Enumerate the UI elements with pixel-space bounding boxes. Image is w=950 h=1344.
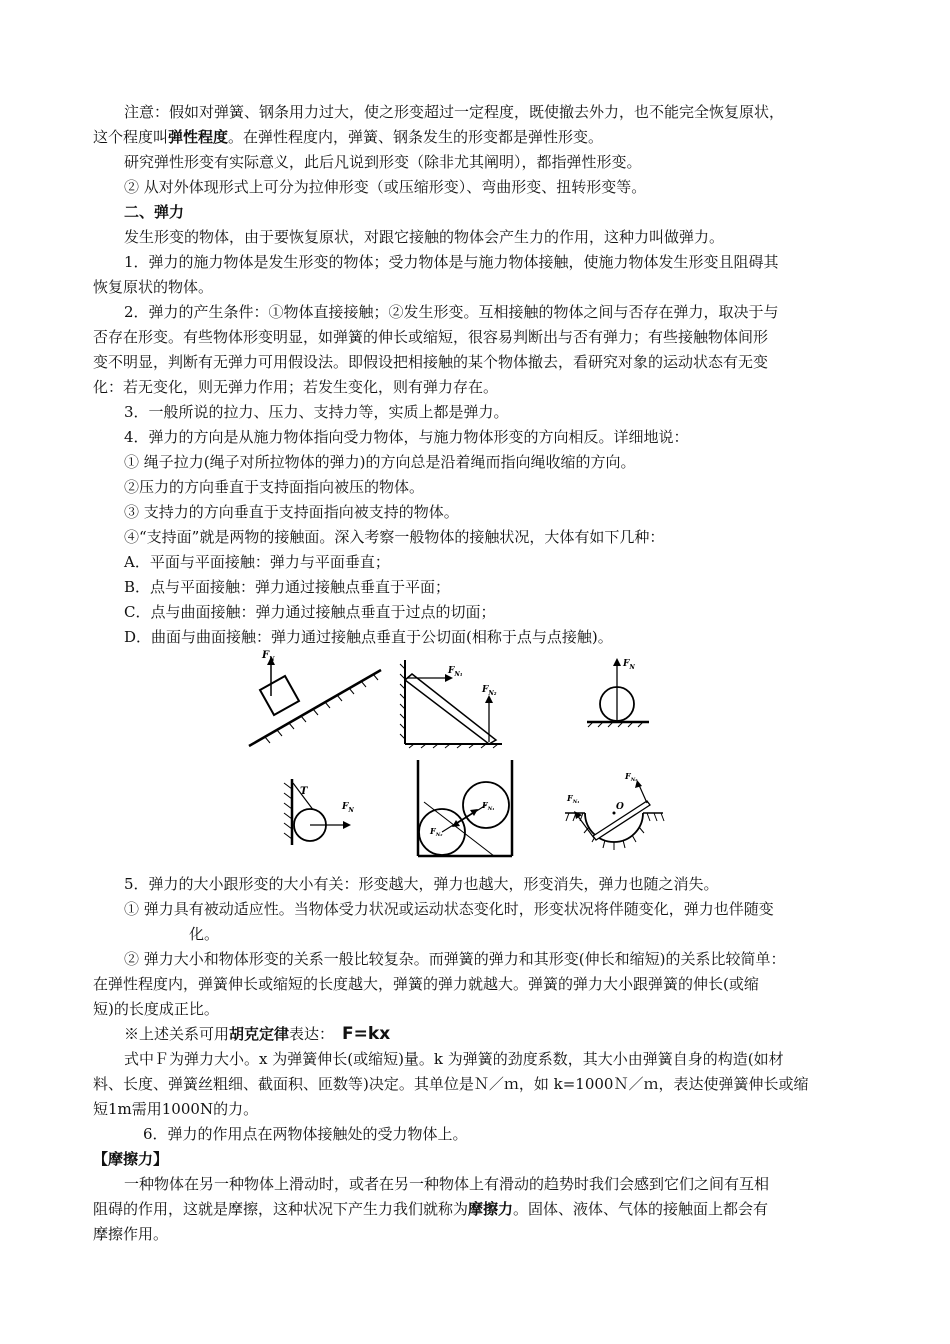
contact-case-d: D．曲面与曲面接触：弹力通过接触点垂直于公切面(相称于点与点接触)。 xyxy=(124,628,613,646)
para-definition: 发生形变的物体，由于要恢复原状，对跟它接触的物体会产生力的作用，这种力叫做弹力。 xyxy=(124,228,725,246)
item2-line4: 化：若无变化，则无弹力作用；若发生变化，则有弹力存在。 xyxy=(93,378,499,396)
item2-line1: 2．弹力的产生条件：①物体直接接触；②发生形变。互相接触的物体之间与否存在弹力，取决于与 xyxy=(124,303,779,321)
label-t: T xyxy=(300,786,308,797)
para-deformation-types: ② 从对外体现形式上可分为拉伸形变（或压缩形变）、弯曲形变、扭转形变等。 xyxy=(124,178,647,196)
label-fn: $F_N$ xyxy=(623,659,635,671)
item1-line1: 1．弹力的施力物体是发生形变的物体；受力物体是与施力物体接触，使施力物体发生形变且阻碍其 xyxy=(124,253,779,271)
label-fn1: $F_{N_1}$ xyxy=(567,793,580,805)
item5-spring-line2: 在弹性程度内，弹簧伸长或缩短的长度越大，弹簧的弹力就越大。弹簧的弹力大小跟弹簧的伸长(或缩 xyxy=(93,975,759,993)
text: ※上述关系可用 xyxy=(124,1025,230,1043)
item5-passive-line2: 化。 xyxy=(189,925,220,943)
text: 表达： xyxy=(289,1025,335,1043)
hooke-law-line xyxy=(124,1024,390,1044)
figure-block-on-incline xyxy=(245,648,385,753)
para-note-line2 xyxy=(93,127,603,147)
figure-rod-in-corner xyxy=(400,660,505,748)
label-fn2: $F_{N_2}$ xyxy=(482,685,497,697)
item4-pressure: ②压力的方向垂直于支持面指向被压的物体。 xyxy=(124,478,425,496)
text: 这个程度叫 xyxy=(93,128,169,146)
label-fn2: $F_{N_2}$ xyxy=(625,771,638,783)
text: 阻碍的作用，这就是摩擦，这种状况下产生力我们就称为 xyxy=(93,1200,469,1218)
text: 。在弹性程度内，弹簧、钢条发生的形变都是弹性形变。 xyxy=(228,128,604,146)
contact-case-c: C．点与曲面接触：弹力通过接触点垂直于过点的切面； xyxy=(124,603,496,621)
term-hooke-law: 胡克定律 xyxy=(229,1025,290,1043)
item5-passive-line1: ① 弹力具有被动适应性。当物体受力状况或运动状态变化时，形变状况将伴随变化，弹力也伴随变 xyxy=(124,900,774,918)
item6: 6．弹力的作用点在两物体接触处的受力物体上。 xyxy=(143,1125,468,1143)
label-fn: $F_N$ xyxy=(262,650,275,663)
para-research: 研究弹性形变有实际意义，此后凡说到形变（除非尤其阐明），都指弹性形变。 xyxy=(124,153,642,171)
explain-line1: 式中Ｆ为弹力大小。x 为弹簧伸长(或缩短)量。k 为弹簧的劲度系数，其大小由弹簧自身的构造(如材 xyxy=(124,1050,784,1068)
item2-line3: 变不明显，判断有无弹力可用假设法。即假设把相接触的某个物体撤去，看研究对象的运动状态有无变 xyxy=(93,353,769,371)
label-fn1: $F_{N_1}$ xyxy=(482,800,495,812)
friction-line3: 摩擦作用。 xyxy=(93,1225,169,1243)
item2-line2: 否存在形变。有些物体形变明显，如弹簧的伸长或缩短，很容易判断出与否有弹力；有些接触物体间形 xyxy=(93,328,769,346)
figure-ball-on-surface xyxy=(583,652,653,730)
label-o: O xyxy=(616,802,624,812)
item5-line1: 5．弹力的大小跟形变的大小有关：形变越大，弹力也越大，形变消失，弹力也随之消失。 xyxy=(124,875,719,893)
item3: 3．一般所说的拉力、压力、支持力等，实质上都是弹力。 xyxy=(124,403,509,421)
friction-line1: 一种物体在另一种物体上滑动时，或者在另一种物体上有滑动的趋势时我们会感到它们之间有互相 xyxy=(124,1175,770,1193)
item4-line1: 4．弹力的方向是从施力物体指向受力物体，与施力物体形变的方向相反。详细地说： xyxy=(124,428,689,446)
item4-rope: ① 绳子拉力(绳子对所拉物体的弹力)的方向总是沿着绳而指向绳收缩的方向。 xyxy=(124,453,636,471)
item4-support-surface: ④“支持面”就是两物的接触面。深入考察一般物体的接触状况，大体有如下几种： xyxy=(124,528,665,546)
explain-line3: 短1m需用1000N的力。 xyxy=(93,1100,259,1118)
item5-spring-line1: ② 弹力大小和物体形变的关系一般比较复杂。而弹簧的弹力和其形变(伸长和缩短)的关系比较简单： xyxy=(124,950,786,968)
term-friction: 摩擦力 xyxy=(468,1200,514,1218)
explain-line2: 料、长度、弹簧丝粗细、截面积、匝数等)决定。其单位是Ｎ／ｍ，如 k=1000Ｎ／ｍ，表达使弹簧伸长或缩 xyxy=(93,1075,809,1093)
item1-line2: 恢复原状的物体。 xyxy=(93,278,214,296)
contact-case-a: A．平面与平面接触：弹力与平面垂直； xyxy=(124,553,390,571)
figure-rod-in-bowl xyxy=(563,771,665,853)
label-fn: $F_N$ xyxy=(342,802,354,814)
figure-two-balls-in-box xyxy=(414,760,516,860)
figure-hanging-ball-wall xyxy=(280,777,360,849)
label-fn2: $F_{N_2}$ xyxy=(430,826,443,838)
item4-support: ③ 支持力的方向垂直于支持面指向被支持的物体。 xyxy=(124,503,459,521)
formula-hooke: F=kx xyxy=(342,1024,391,1044)
section-heading-friction: 【摩擦力】 xyxy=(93,1150,169,1168)
section-heading-elastic-force: 二、弹力 xyxy=(124,203,185,221)
text: 。固体、液体、气体的接触面上都会有 xyxy=(513,1200,769,1218)
contact-case-b: B．点与平面接触：弹力通过接触点垂直于平面； xyxy=(124,578,451,596)
term-elastic-limit: 弹性程度 xyxy=(168,128,229,146)
item5-spring-line3: 短)的长度成正比。 xyxy=(93,1000,219,1018)
friction-line2 xyxy=(93,1199,768,1219)
label-fn1: $F_{N_1}$ xyxy=(448,666,463,678)
para-note-line1: 注意：假如对弹簧、钢条用力过大，使之形变超过一定程度，既使撤去外力，也不能完全恢复原状， xyxy=(124,103,785,121)
